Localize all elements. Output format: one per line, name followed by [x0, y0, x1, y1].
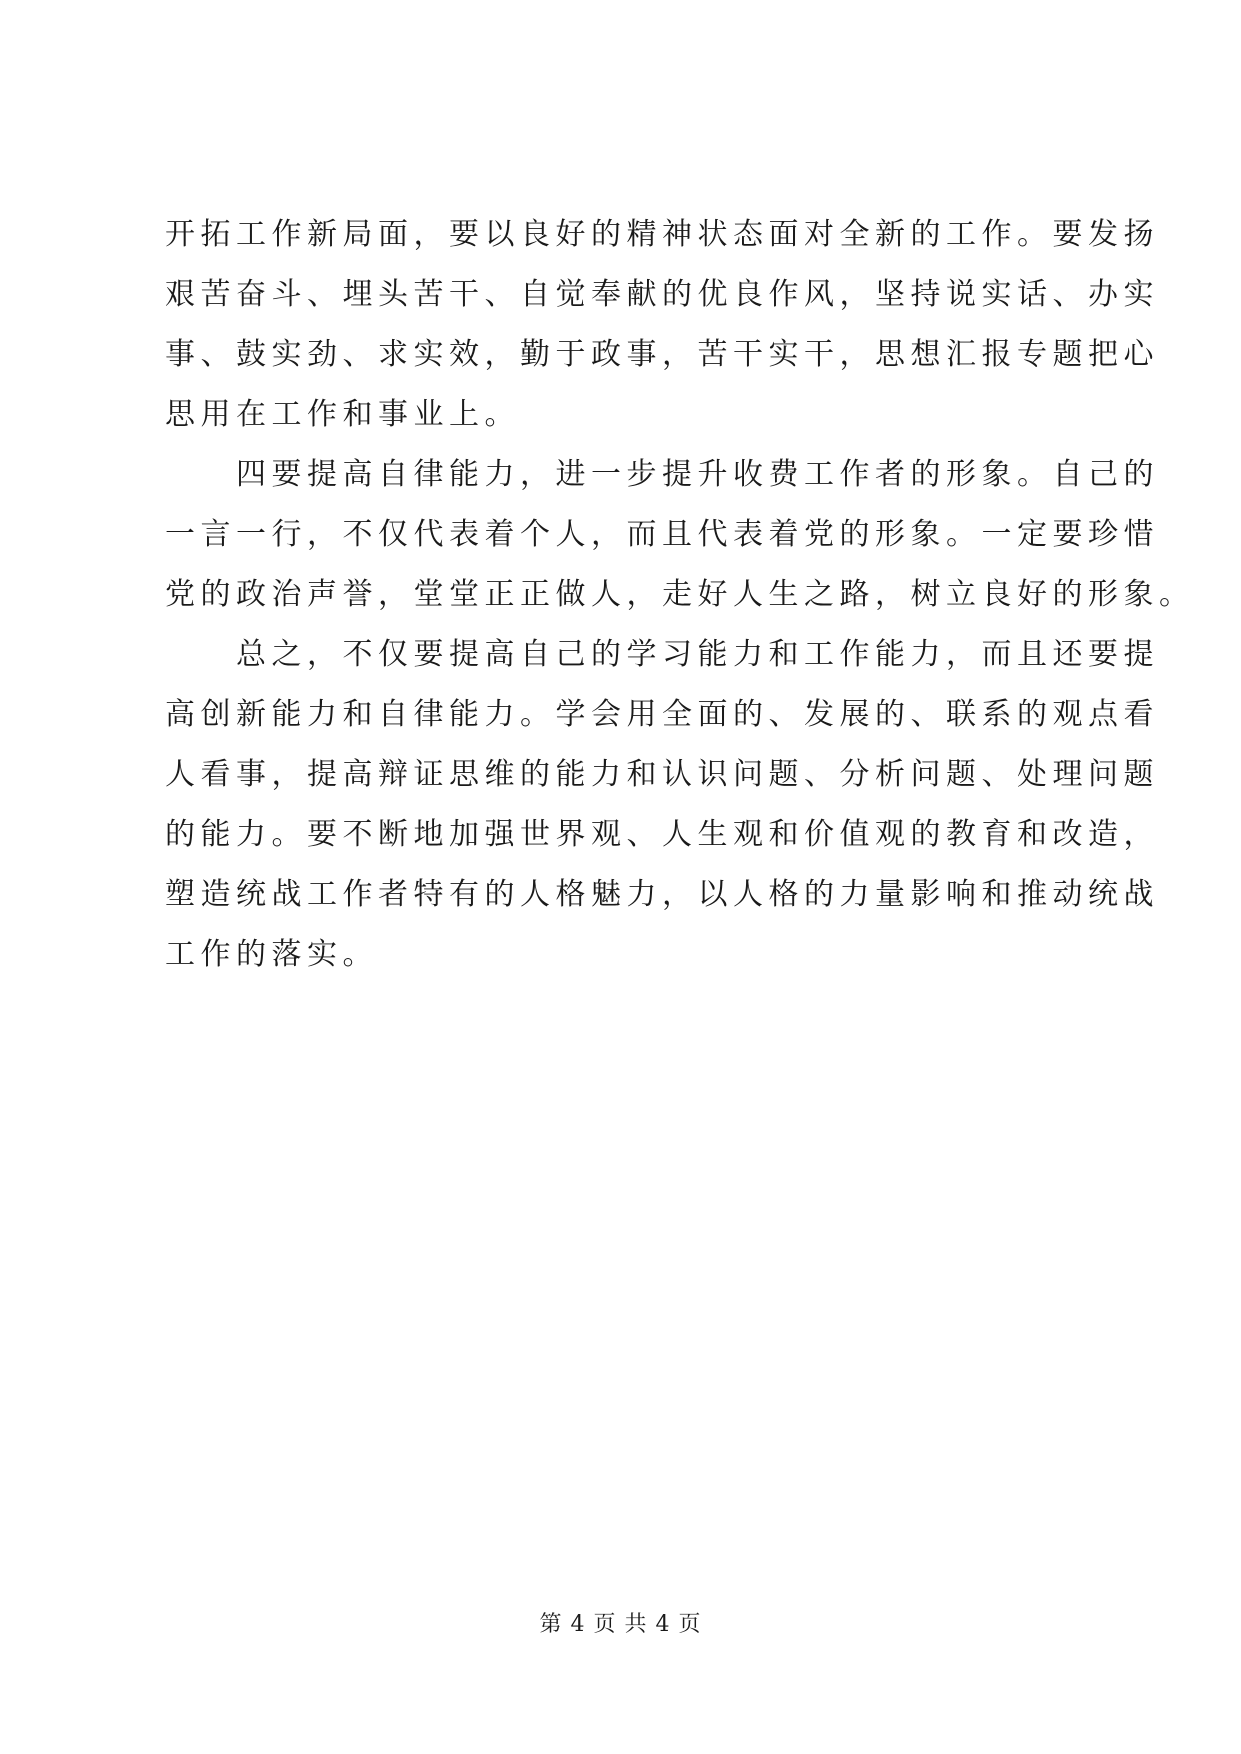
text-line: 一言一行，不仅代表着个人，而且代表着党的形象。一定要珍惜 — [165, 517, 1159, 552]
text-line: 四要提高自律能力，进一步提升收费工作者的形象。自己的 — [165, 457, 1159, 492]
text-line: 思用在工作和事业上。 — [165, 397, 520, 432]
page-number-footer: 第 4 页 共 4 页 — [539, 1612, 702, 1637]
text-line: 总之，不仅要提高自己的学习能力和工作能力，而且还要提 — [165, 637, 1159, 672]
text-line: 人看事，提高辩证思维的能力和认识问题、分析问题、处理问题 — [165, 757, 1159, 792]
text-line: 塑造统战工作者特有的人格魅力，以人格的力量影响和推动统战 — [165, 877, 1159, 912]
text-line: 党的政治声誉，堂堂正正做人，走好人生之路，树立良好的形象。 — [165, 577, 1195, 612]
text-line: 艰苦奋斗、埋头苦干、自觉奉献的优良作风，坚持说实话、办实 — [165, 277, 1159, 312]
text-line: 开拓工作新局面，要以良好的精神状态面对全新的工作。要发扬 — [165, 217, 1159, 252]
document-body — [165, 205, 1195, 985]
text-line: 高创新能力和自律能力。学会用全面的、发展的、联系的观点看 — [165, 697, 1159, 732]
text-line: 事、鼓实劲、求实效，勤于政事，苦干实干，思想汇报专题把心 — [165, 337, 1159, 372]
text-line: 工作的落实。 — [165, 937, 378, 972]
text-line: 的能力。要不断地加强世界观、人生观和价值观的教育和改造， — [165, 817, 1159, 852]
